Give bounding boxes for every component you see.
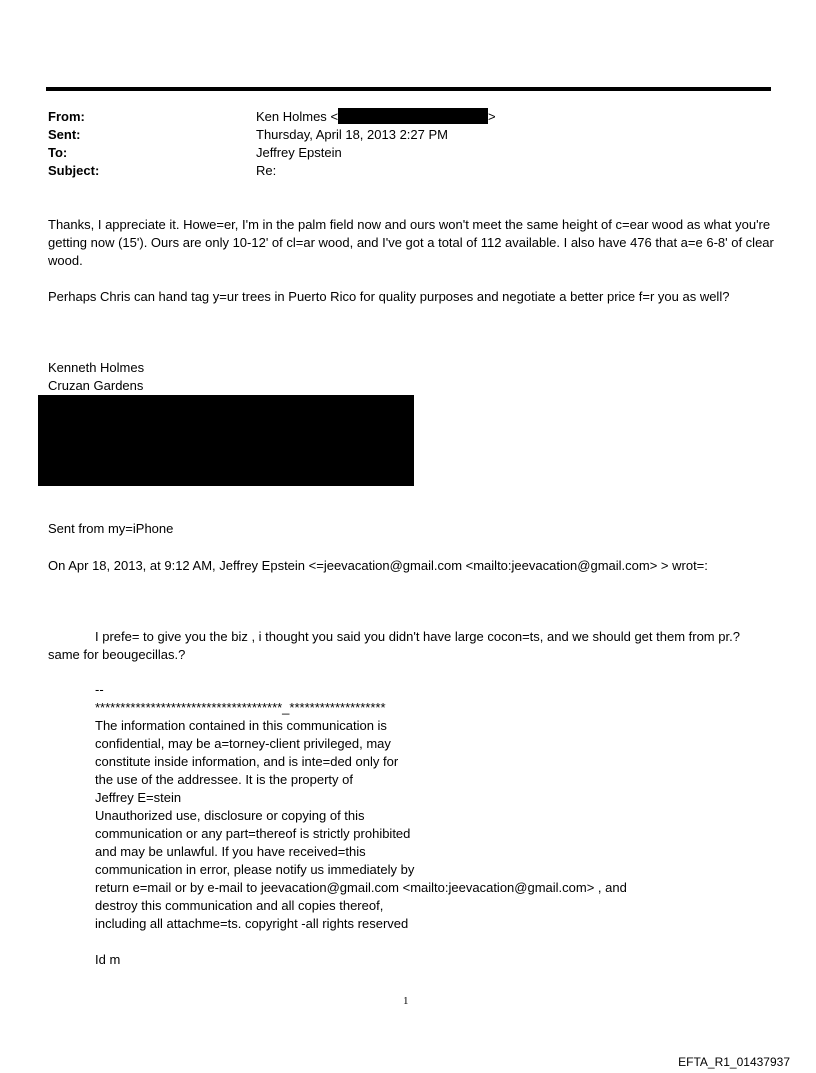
disclaimer-line: the use of the addressee. It is the property of [95,772,353,787]
subject-value: Re: [256,163,277,178]
redacted-email [338,108,488,124]
from-row [48,108,496,126]
email-header [48,108,496,180]
from-label: From: [48,109,85,124]
to-row [48,144,496,162]
quote-intro: On Apr 18, 2013, at 9:12 AM, Jeffrey Epstein <=jeevacation@gmail.com <mailto:jeevacation@gmail.com> > wrot=: [48,558,708,573]
to-label: To: [48,145,68,160]
disclaimer [95,681,627,969]
subject-label: Subject: [48,163,100,178]
from-open: < [330,109,339,124]
disclaimer-line: Unauthorized use, disclosure or copying of this [95,808,365,823]
from-name: Ken Holmes [256,109,327,124]
disclaimer-closing: Id m [95,952,121,967]
header-rule [46,87,771,91]
disclaimer-line: communication or any part=thereof is strictly prohibited [95,826,411,841]
sent-from-line: Sent from my=iPhone [48,521,174,536]
sent-value: Thursday, April 18, 2013 2:27 PM [256,127,448,142]
page-number: 1 [403,995,409,1007]
sent-label: Sent: [48,127,81,142]
disclaimer-line: -- [95,682,104,697]
disclaimer-line: and may be unlawful. If you have received=this [95,844,366,859]
disclaimer-spacer [95,933,627,951]
from-close: > [488,109,496,124]
signature-name: Kenneth Holmes [48,360,145,375]
to-value: Jeffrey Epstein [256,145,342,160]
sent-row [48,126,496,144]
disclaimer-line: confidential, may be a=torney-client privileged, may [95,736,391,751]
disclaimer-line: The information contained in this communication is [95,718,387,733]
disclaimer-line: communication in error, please notify us immediately by [95,862,415,877]
quoted-message: I prefe= to give you the biz , i thought you said you didn't have large cocon=ts, and we should get them from pr.? same for beougecillas.? [48,629,740,662]
subject-row [48,162,496,180]
body-paragraph-1: Thanks, I appreciate it. Howe=er, I'm in the palm field now and ours won't meet the same height of c=ear wood as what you're getting now (15'). Ours are only 10-12' of cl=ar wood, and I've got a total of 112 available. I also have 476 that a=e 6-8' of clear wood. [48,217,774,268]
disclaimer-line: including all attachme=ts. copyright -all rights reserved [95,916,409,931]
disclaimer-line: constitute inside information, and is inte=ded only for [95,754,399,769]
signature-company: Cruzan Gardens [48,378,144,393]
from-value [256,108,496,126]
body-paragraph-2: Perhaps Chris can hand tag y=ur trees in Puerto Rico for quality purposes and negotiate a better price f=r you as well? [48,289,730,304]
disclaimer-line: return e=mail or by e-mail to jeevacation@gmail.com <mailto:jeevacation@gmail.com> , and [95,880,627,895]
redacted-signature-block [38,395,414,486]
disclaimer-line: destroy this communication and all copies thereof, [95,898,384,913]
disclaimer-line: Jeffrey E=stein [95,790,182,805]
disclaimer-line: *************************************_******************* [95,700,386,715]
document-id: EFTA_R1_01437937 [678,1055,790,1069]
